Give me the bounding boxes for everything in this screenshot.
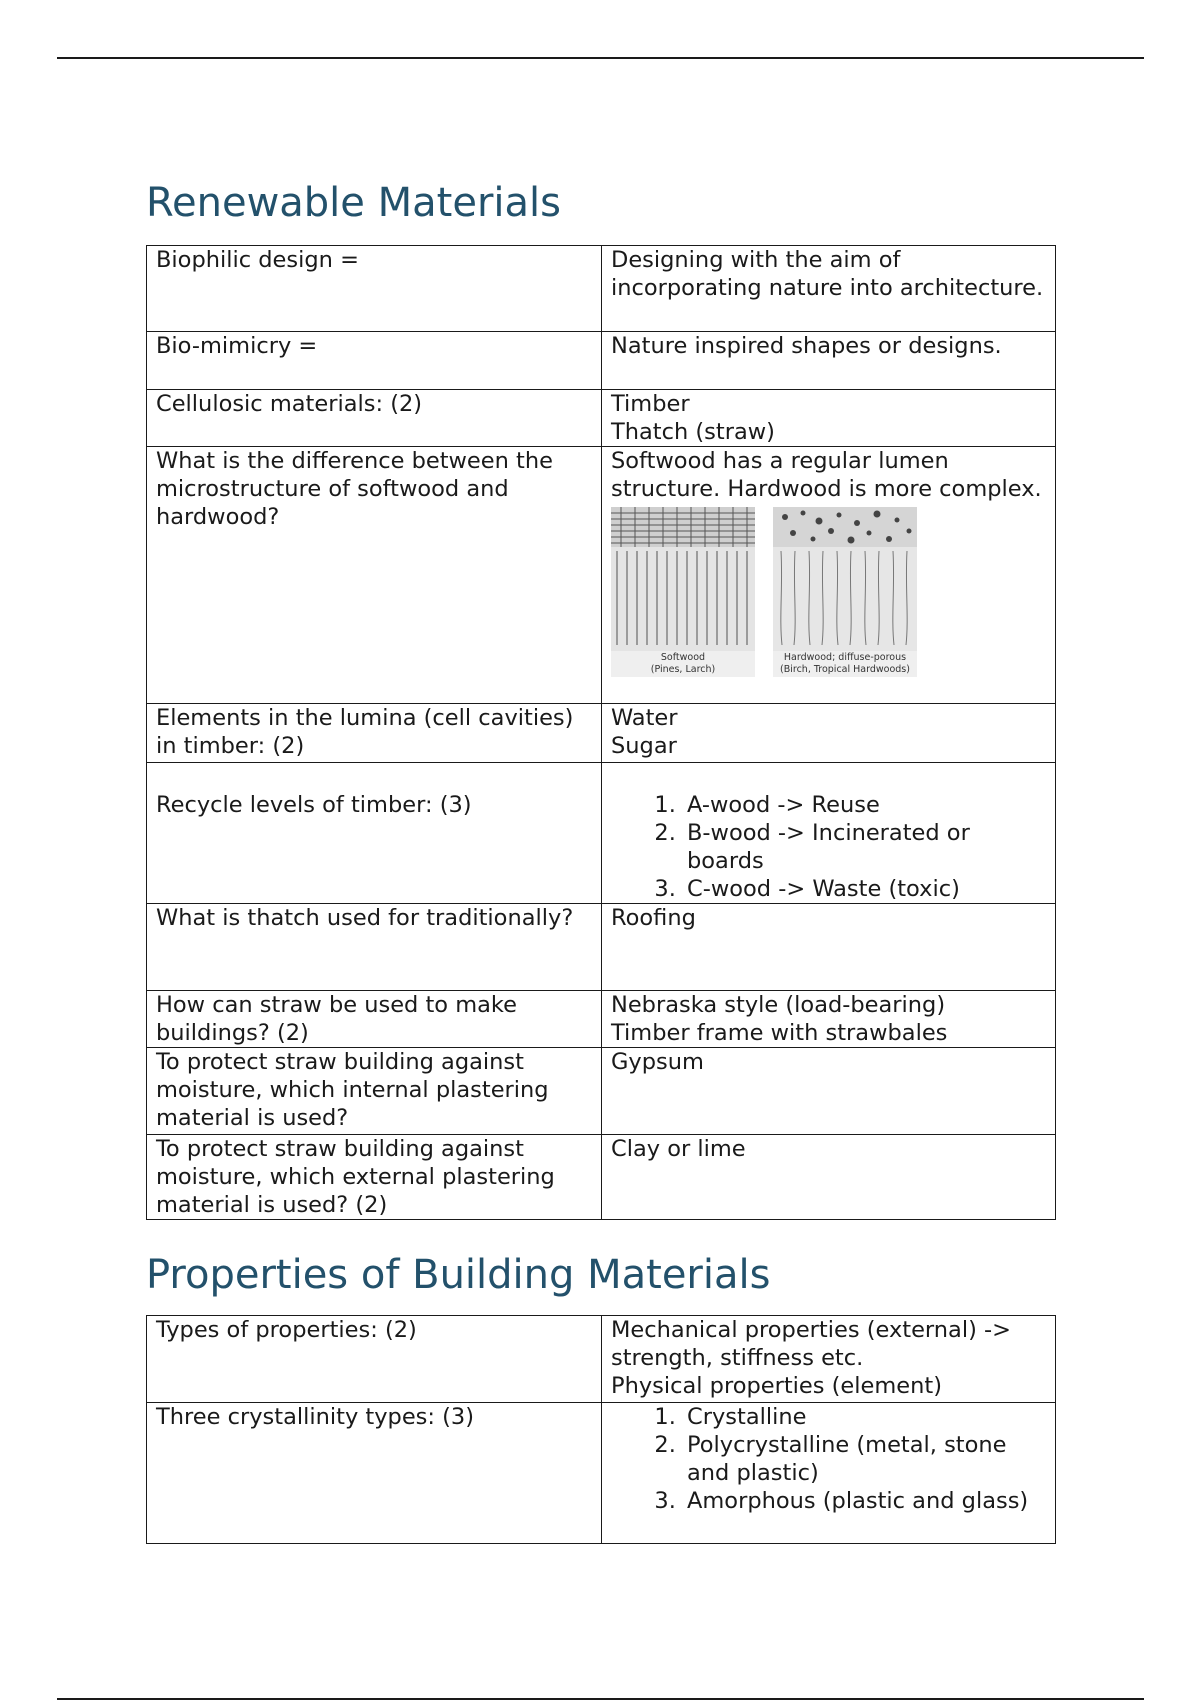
recycle-levels-list — [611, 791, 1046, 903]
list-item: 2. Polycrystalline (metal, stone and plastic) — [683, 1431, 1046, 1487]
answer-cell: Nature inspired shapes or designs. — [602, 332, 1056, 390]
crystallinity-types-list — [611, 1403, 1046, 1515]
list-item: 2. B-wood -> Incinerated or boards — [683, 819, 1046, 875]
answer-line: Sugar — [611, 733, 677, 759]
answer-cell — [602, 704, 1056, 763]
answer-line: Timber frame with strawbales — [611, 1020, 948, 1046]
question-cell: Bio-mimicry = — [147, 332, 602, 390]
list-item: 3. C-wood -> Waste (toxic) — [683, 875, 1046, 903]
caption-line: Hardwood; diffuse-porous — [783, 652, 907, 663]
list-item: 1. Crystalline — [683, 1403, 1046, 1431]
renewable-materials-table — [146, 245, 1056, 1220]
table-row — [147, 1403, 1056, 1544]
hardwood-caption — [773, 652, 917, 676]
table-row — [147, 447, 1056, 704]
caption-line: (Birch, Tropical Hardwoods) — [780, 664, 910, 675]
caption-line: (Pines, Larch) — [650, 664, 716, 675]
table-row — [147, 332, 1056, 390]
answer-cell — [602, 447, 1056, 704]
caption-line: Softwood — [660, 652, 706, 663]
section-title-renewable-materials: Renewable Materials — [146, 180, 561, 226]
question-cell: To protect straw building against moisture, which internal plastering material is used? — [147, 1048, 602, 1135]
table-row — [147, 704, 1056, 763]
answer-line: Thatch (straw) — [611, 419, 775, 445]
table-row — [147, 390, 1056, 447]
list-item: 3. Amorphous (plastic and glass) — [683, 1487, 1046, 1515]
answer-cell: Roofing — [602, 904, 1056, 991]
answer-text: Softwood has a regular lumen structure. Hardwood is more complex. — [611, 448, 1042, 502]
softwood-image — [611, 507, 755, 677]
question-cell: Cellulosic materials: (2) — [147, 390, 602, 447]
answer-line: Water — [611, 705, 678, 731]
answer-cell: Gypsum — [602, 1048, 1056, 1135]
answer-cell — [602, 390, 1056, 447]
answer-cell: Clay or lime — [602, 1135, 1056, 1220]
table-row — [147, 763, 1056, 904]
question-cell: What is thatch used for traditionally? — [147, 904, 602, 991]
section-title-properties-of-building-materials: Properties of Building Materials — [146, 1252, 771, 1298]
wood-microstructure-figure — [611, 507, 1046, 677]
question-cell: Three crystallinity types: (3) — [147, 1403, 602, 1544]
answer-line: Mechanical properties (external) -> strength, stiffness etc. — [611, 1317, 1011, 1371]
hardwood-image — [773, 507, 917, 677]
table-row — [147, 1135, 1056, 1220]
question-cell: Biophilic design = — [147, 246, 602, 332]
question-cell: Types of properties: (2) — [147, 1316, 602, 1403]
answer-line: Nebraska style (load-bearing) — [611, 992, 946, 1018]
table-row — [147, 1316, 1056, 1403]
table-row — [147, 904, 1056, 991]
softwood-caption — [611, 652, 755, 676]
question-cell: Elements in the lumina (cell cavities) in timber: (2) — [147, 704, 602, 763]
answer-line: Timber — [611, 391, 690, 417]
table-row — [147, 246, 1056, 332]
list-item: 1. A-wood -> Reuse — [683, 791, 1046, 819]
question-cell: To protect straw building against moisture, which external plastering material is used? (2) — [147, 1135, 602, 1220]
answer-cell — [602, 763, 1056, 904]
question-cell: Recycle levels of timber: (3) — [147, 763, 602, 904]
header-rule — [57, 57, 1144, 59]
properties-table — [146, 1315, 1056, 1544]
answer-cell: Designing with the aim of incorporating nature into architecture. — [602, 246, 1056, 332]
table-row — [147, 1048, 1056, 1135]
answer-cell — [602, 991, 1056, 1048]
answer-cell — [602, 1403, 1056, 1544]
question-cell: What is the difference between the microstructure of softwood and hardwood? — [147, 447, 602, 704]
answer-cell — [602, 1316, 1056, 1403]
table-row — [147, 991, 1056, 1048]
question-cell: How can straw be used to make buildings? (2) — [147, 991, 602, 1048]
answer-line: Physical properties (element) — [611, 1373, 942, 1399]
